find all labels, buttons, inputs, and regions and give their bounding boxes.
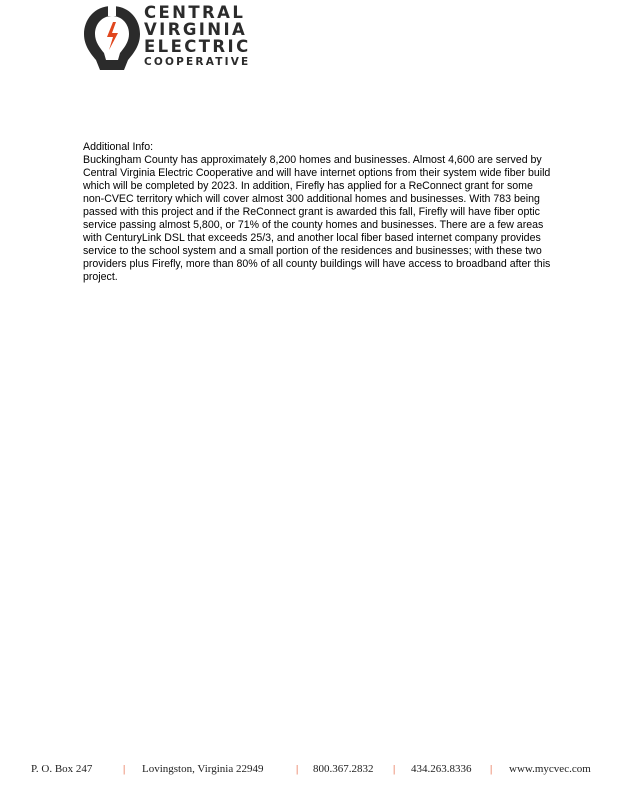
footer-separator: |	[296, 763, 299, 775]
lightning-bulb-icon	[82, 4, 142, 72]
footer-separator: |	[393, 763, 396, 775]
footer-address: Lovingston, Virginia 22949	[142, 763, 264, 775]
footer-separator: |	[490, 763, 493, 775]
footer-phone-1: 800.367.2832	[313, 763, 374, 775]
logo-line-virginia: VIRGINIA	[144, 20, 248, 39]
cvec-logo	[82, 4, 252, 72]
footer-separator: |	[123, 763, 126, 775]
additional-info-body: Buckingham County has approximately 8,200 homes and businesses. Almost 4,600 are served by Central Virginia Electric Cooperative and will have internet options from their system wide fiber build which will be completed by 2023. In addition, Firefly has applied for a ReConnect grant for some non-CVEC territory which will cover almost 300 additional homes and businesses. With 783 being passed with this project and if the ReConnect grant is awarded this fall, Firefly will have fiber optic service passing almost 5,800, or 71% of the county homes and businesses. There are a few areas with CenturyLink DSL that exceeds 25/3, and another local fiber based internet company provides service to the school system and a small portion of the residences and businesses; with these two providers plus Firefly, more than 80% of all county buildings will have access to broadband after this project.	[83, 154, 551, 283]
footer-phone-2: 434.263.8336	[411, 763, 472, 775]
footer-website-link[interactable]: www.mycvec.com	[509, 763, 591, 775]
footer-po-box: P. O. Box 247	[31, 763, 93, 775]
logo-line-electric: ELECTRIC	[144, 37, 251, 56]
logo-line-central: CENTRAL	[144, 3, 246, 22]
additional-info-heading: Additional Info:	[83, 141, 154, 153]
logo-line-cooperative: COOPERATIVE	[144, 56, 251, 68]
letterhead-footer	[0, 763, 628, 777]
additional-info-section	[83, 141, 553, 284]
